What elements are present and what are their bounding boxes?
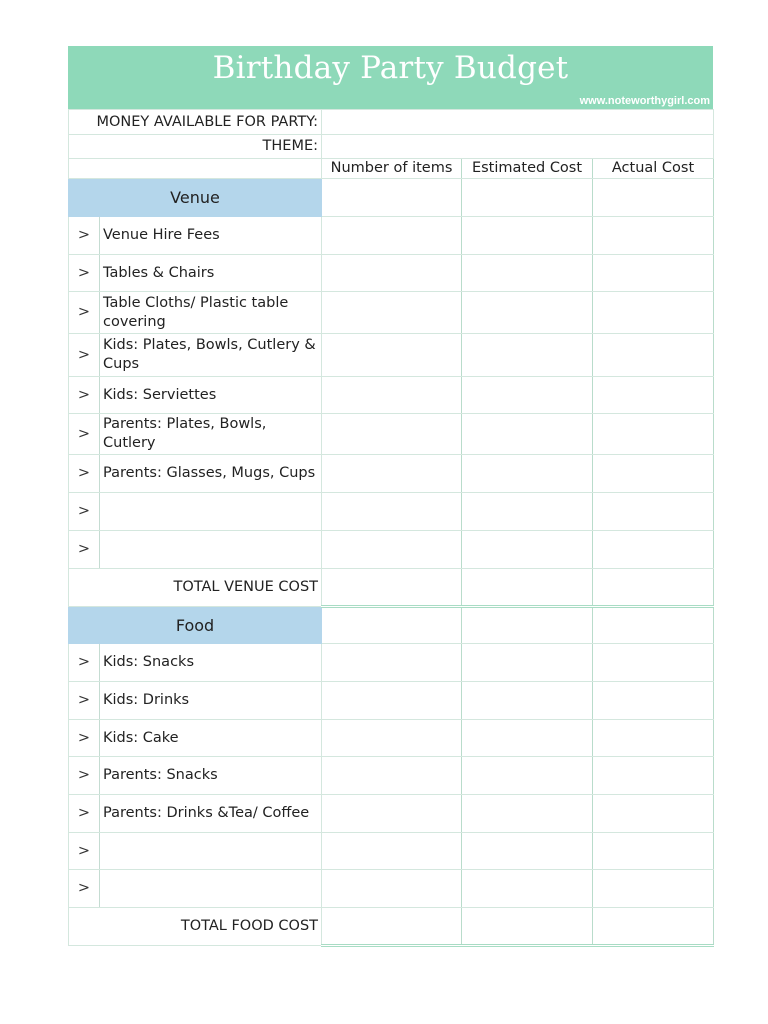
row-bullet-icon: >	[69, 720, 100, 757]
venue-row-items-cell[interactable]	[322, 493, 462, 531]
row-bullet-icon: >	[69, 870, 100, 908]
food-row-actual-cell[interactable]	[593, 757, 714, 795]
venue-row-estimated-cell[interactable]	[462, 455, 593, 493]
theme-label: THEME:	[69, 135, 322, 159]
food-row-estimated-cell[interactable]	[462, 833, 593, 870]
venue-row-estimated-cell[interactable]	[462, 217, 593, 255]
food-row-items-cell[interactable]	[322, 682, 462, 720]
food-row-items-cell[interactable]	[322, 795, 462, 833]
venue-item-label[interactable]: Venue Hire Fees	[100, 217, 322, 255]
venue-row-items-cell[interactable]	[322, 377, 462, 414]
food-row-items-cell[interactable]	[322, 644, 462, 682]
venue-item-label[interactable]: Tables & Chairs	[100, 255, 322, 292]
page-title: Birthday Party Budget	[212, 50, 569, 86]
food-total-items-cell[interactable]	[322, 908, 462, 946]
venue-row-items-cell[interactable]	[322, 531, 462, 569]
food-row-actual-cell[interactable]	[593, 795, 714, 833]
venue-item-label[interactable]: Kids: Plates, Bowls, Cutlery & Cups	[100, 334, 322, 377]
food-row-estimated-cell[interactable]	[462, 682, 593, 720]
venue-item-label[interactable]: Parents: Plates, Bowls, Cutlery	[100, 414, 322, 455]
food-total-label: TOTAL FOOD COST	[69, 908, 322, 946]
venue-item-label[interactable]: Table Cloths/ Plastic table covering	[100, 292, 322, 334]
column-header-spacer	[69, 159, 322, 179]
table-row	[69, 334, 714, 377]
venue-row-estimated-cell[interactable]	[462, 255, 593, 292]
food-row-actual-cell[interactable]	[593, 720, 714, 757]
budget-table	[68, 109, 714, 947]
venue-total-row	[69, 569, 714, 607]
table-row	[69, 720, 714, 757]
table-row	[69, 833, 714, 870]
venue-row-items-cell[interactable]	[322, 255, 462, 292]
venue-row-estimated-cell[interactable]	[462, 377, 593, 414]
food-total-actual-cell[interactable]	[593, 908, 714, 946]
title-banner	[68, 46, 713, 109]
row-bullet-icon: >	[69, 795, 100, 833]
food-row-actual-cell[interactable]	[593, 833, 714, 870]
table-row	[69, 682, 714, 720]
food-item-label[interactable]: Kids: Drinks	[100, 682, 322, 720]
food-item-label[interactable]	[100, 833, 322, 870]
row-bullet-icon: >	[69, 334, 100, 377]
theme-input[interactable]	[322, 135, 714, 159]
budget-sheet	[68, 46, 713, 947]
venue-row-estimated-cell[interactable]	[462, 531, 593, 569]
venue-row-estimated-cell[interactable]	[462, 334, 593, 377]
row-bullet-icon: >	[69, 255, 100, 292]
venue-total-estimated-cell[interactable]	[462, 569, 593, 607]
table-row	[69, 217, 714, 255]
money-input[interactable]	[322, 110, 714, 135]
table-row	[69, 455, 714, 493]
food-item-label[interactable]: Parents: Snacks	[100, 757, 322, 795]
venue-row-estimated-cell[interactable]	[462, 493, 593, 531]
table-row	[69, 377, 714, 414]
table-row	[69, 292, 714, 334]
food-row-actual-cell[interactable]	[593, 682, 714, 720]
venue-total-label: TOTAL VENUE COST	[69, 569, 322, 607]
table-row	[69, 757, 714, 795]
row-bullet-icon: >	[69, 414, 100, 455]
food-item-label[interactable]: Kids: Snacks	[100, 644, 322, 682]
food-total-estimated-cell[interactable]	[462, 908, 593, 946]
table-row	[69, 644, 714, 682]
food-header-estimated-cell[interactable]	[462, 607, 593, 644]
row-bullet-icon: >	[69, 292, 100, 334]
food-item-label[interactable]: Kids: Cake	[100, 720, 322, 757]
row-bullet-icon: >	[69, 377, 100, 414]
food-row-items-cell[interactable]	[322, 720, 462, 757]
row-bullet-icon: >	[69, 644, 100, 682]
table-row	[69, 870, 714, 908]
venue-item-label[interactable]: Parents: Glasses, Mugs, Cups	[100, 455, 322, 493]
venue-row-actual-cell[interactable]	[593, 531, 714, 569]
venue-row-actual-cell[interactable]	[593, 414, 714, 455]
food-header-actual-cell[interactable]	[593, 607, 714, 644]
row-bullet-icon: >	[69, 455, 100, 493]
venue-row-items-cell[interactable]	[322, 217, 462, 255]
venue-row-actual-cell[interactable]	[593, 255, 714, 292]
venue-total-items-cell[interactable]	[322, 569, 462, 607]
venue-section-title: Venue	[69, 179, 322, 217]
venue-header-estimated-cell[interactable]	[462, 179, 593, 217]
venue-row-actual-cell[interactable]	[593, 377, 714, 414]
venue-header-actual-cell[interactable]	[593, 179, 714, 217]
row-bullet-icon: >	[69, 217, 100, 255]
venue-row-actual-cell[interactable]	[593, 292, 714, 334]
venue-row-actual-cell[interactable]	[593, 455, 714, 493]
venue-item-label[interactable]	[100, 493, 322, 531]
theme-row	[69, 135, 714, 159]
food-total-row	[69, 908, 714, 946]
row-bullet-icon: >	[69, 757, 100, 795]
venue-item-label[interactable]: Kids: Serviettes	[100, 377, 322, 414]
venue-header-items-cell[interactable]	[322, 179, 462, 217]
venue-total-actual-cell[interactable]	[593, 569, 714, 607]
venue-section-header	[69, 179, 714, 217]
food-row-estimated-cell[interactable]	[462, 644, 593, 682]
row-bullet-icon: >	[69, 493, 100, 531]
food-item-label[interactable]: Parents: Drinks &Tea/ Coffee	[100, 795, 322, 833]
food-row-estimated-cell[interactable]	[462, 795, 593, 833]
food-row-items-cell[interactable]	[322, 870, 462, 908]
food-row-actual-cell[interactable]	[593, 644, 714, 682]
money-label: MONEY AVAILABLE FOR PARTY:	[69, 110, 322, 135]
food-section-header	[69, 607, 714, 644]
venue-row-estimated-cell[interactable]	[462, 292, 593, 334]
column-header-actual: Actual Cost	[593, 159, 714, 179]
food-section-title: Food	[69, 607, 322, 644]
column-header-items: Number of items	[322, 159, 462, 179]
money-row	[69, 110, 714, 135]
row-bullet-icon: >	[69, 531, 100, 569]
venue-row-estimated-cell[interactable]	[462, 414, 593, 455]
venue-row-actual-cell[interactable]	[593, 493, 714, 531]
food-row-actual-cell[interactable]	[593, 870, 714, 908]
venue-row-items-cell[interactable]	[322, 292, 462, 334]
venue-row-items-cell[interactable]	[322, 334, 462, 377]
venue-row-items-cell[interactable]	[322, 455, 462, 493]
food-row-items-cell[interactable]	[322, 757, 462, 795]
table-row	[69, 795, 714, 833]
website-label: www.noteworthygirl.com	[579, 95, 710, 107]
venue-row-items-cell[interactable]	[322, 414, 462, 455]
column-header-row	[69, 159, 714, 179]
column-header-estimated: Estimated Cost	[462, 159, 593, 179]
table-row	[69, 493, 714, 531]
food-header-items-cell[interactable]	[322, 607, 462, 644]
food-row-estimated-cell[interactable]	[462, 870, 593, 908]
table-row	[69, 255, 714, 292]
food-row-items-cell[interactable]	[322, 833, 462, 870]
food-item-label[interactable]	[100, 870, 322, 908]
venue-row-actual-cell[interactable]	[593, 217, 714, 255]
food-row-estimated-cell[interactable]	[462, 720, 593, 757]
row-bullet-icon: >	[69, 682, 100, 720]
venue-item-label[interactable]	[100, 531, 322, 569]
table-row	[69, 414, 714, 455]
food-row-estimated-cell[interactable]	[462, 757, 593, 795]
venue-row-actual-cell[interactable]	[593, 334, 714, 377]
table-row	[69, 531, 714, 569]
row-bullet-icon: >	[69, 833, 100, 870]
